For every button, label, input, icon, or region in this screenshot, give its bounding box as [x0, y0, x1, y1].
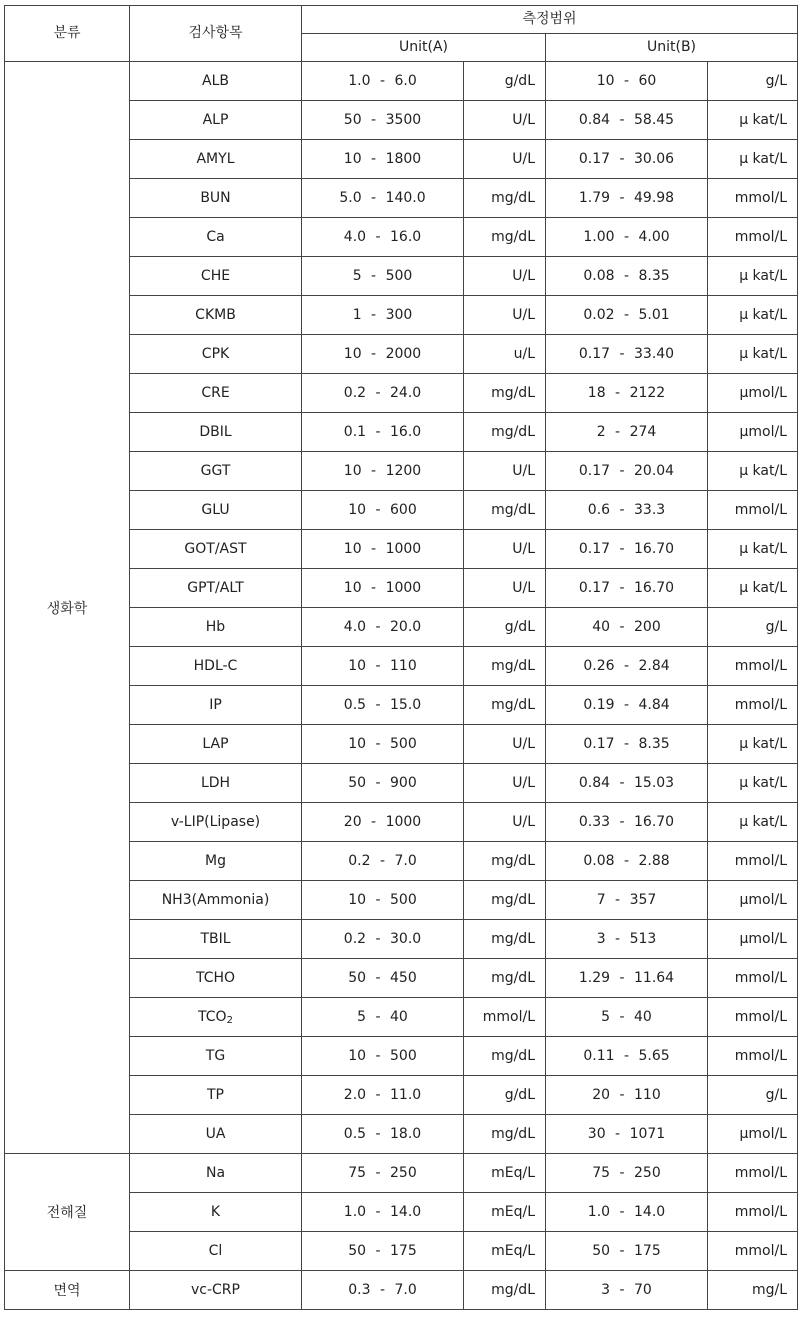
item-name: Cl	[208, 1243, 223, 1259]
range-a-cell: 10 - 500	[302, 725, 464, 764]
item-name: Hb	[205, 619, 226, 635]
range-b-cell: 50 - 175	[546, 1232, 708, 1271]
unit-b-cell: mmol/L	[708, 842, 798, 881]
range-b-cell: 20 - 110	[546, 1076, 708, 1115]
unit-b-cell: μmol/L	[708, 413, 798, 452]
lab-range-table	[4, 5, 798, 1310]
item-name: GOT/AST	[184, 541, 247, 557]
range-a-cell: 1 - 300	[302, 296, 464, 335]
item-name: ALB	[202, 73, 229, 89]
unit-a-cell: U/L	[464, 101, 546, 140]
table-row	[5, 1271, 798, 1310]
unit-a-cell: U/L	[464, 452, 546, 491]
item-name: CKMB	[195, 307, 236, 323]
unit-a-cell: U/L	[464, 296, 546, 335]
item-name: CHE	[200, 268, 231, 284]
range-a-cell: 0.3 - 7.0	[302, 1271, 464, 1310]
category-cell: 생화학	[5, 62, 130, 1154]
range-b-cell: 0.08 - 2.88	[546, 842, 708, 881]
unit-b-cell: μ kat/L	[708, 296, 798, 335]
unit-b-cell: mmol/L	[708, 1154, 798, 1193]
range-b-cell: 0.02 - 5.01	[546, 296, 708, 335]
unit-b-cell: mmol/L	[708, 218, 798, 257]
category-cell: 면역	[5, 1271, 130, 1310]
range-b-cell: 0.17 - 30.06	[546, 140, 708, 179]
unit-b-cell: μ kat/L	[708, 257, 798, 296]
range-b-cell: 0.17 - 8.35	[546, 725, 708, 764]
range-b-cell: 0.26 - 2.84	[546, 647, 708, 686]
item-cell	[130, 1193, 302, 1232]
unit-a-cell: U/L	[464, 764, 546, 803]
range-a-cell: 0.2 - 30.0	[302, 920, 464, 959]
range-b-cell: 0.08 - 8.35	[546, 257, 708, 296]
range-b-cell: 30 - 1071	[546, 1115, 708, 1154]
item-cell	[130, 101, 302, 140]
item-cell	[130, 335, 302, 374]
item-cell	[130, 218, 302, 257]
range-a-cell: 0.2 - 7.0	[302, 842, 464, 881]
range-b-cell: 0.6 - 33.3	[546, 491, 708, 530]
unit-a-cell: mg/dL	[464, 842, 546, 881]
unit-b-cell: μ kat/L	[708, 530, 798, 569]
item-cell	[130, 1232, 302, 1271]
item-name: vc-CRP	[191, 1282, 240, 1298]
range-a-cell: 50 - 3500	[302, 101, 464, 140]
item-name: CRE	[201, 385, 230, 401]
range-b-cell: 2 - 274	[546, 413, 708, 452]
unit-b-cell: mmol/L	[708, 1037, 798, 1076]
range-b-cell: 0.17 - 16.70	[546, 569, 708, 608]
item-name: Na	[205, 1165, 226, 1181]
range-a-cell: 5.0 - 140.0	[302, 179, 464, 218]
unit-b-cell: μmol/L	[708, 1115, 798, 1154]
item-cell	[130, 959, 302, 998]
item-cell	[130, 1154, 302, 1193]
item-name: TG	[205, 1048, 226, 1064]
item-cell	[130, 842, 302, 881]
unit-a-cell: mg/dL	[464, 881, 546, 920]
item-cell	[130, 491, 302, 530]
unit-a-cell: mg/dL	[464, 1271, 546, 1310]
range-a-cell: 5 - 500	[302, 257, 464, 296]
item-cell	[130, 140, 302, 179]
range-b-cell: 3 - 70	[546, 1271, 708, 1310]
range-a-cell: 10 - 1200	[302, 452, 464, 491]
range-b-cell: 5 - 40	[546, 998, 708, 1037]
range-b-cell: 0.17 - 20.04	[546, 452, 708, 491]
range-a-cell: 10 - 110	[302, 647, 464, 686]
unit-b-cell: μ kat/L	[708, 452, 798, 491]
range-a-cell: 50 - 175	[302, 1232, 464, 1271]
item-cell	[130, 179, 302, 218]
table-row	[5, 1154, 798, 1193]
range-b-cell: 1.79 - 49.98	[546, 179, 708, 218]
item-cell	[130, 803, 302, 842]
item-name: GPT/ALT	[187, 580, 244, 596]
unit-b-cell: μ kat/L	[708, 725, 798, 764]
range-b-cell: 0.17 - 33.40	[546, 335, 708, 374]
table-row	[5, 62, 798, 101]
item-name: ALP	[202, 112, 229, 128]
item-cell	[130, 1271, 302, 1310]
unit-a-cell: mg/dL	[464, 491, 546, 530]
item-cell	[130, 608, 302, 647]
unit-b-cell: μ kat/L	[708, 335, 798, 374]
unit-b-cell: μ kat/L	[708, 140, 798, 179]
range-b-cell: 0.17 - 16.70	[546, 530, 708, 569]
range-a-cell: 50 - 450	[302, 959, 464, 998]
unit-a-cell: mg/dL	[464, 647, 546, 686]
item-name: TCHO	[195, 970, 236, 986]
unit-b-cell: μmol/L	[708, 920, 798, 959]
range-b-cell: 0.19 - 4.84	[546, 686, 708, 725]
unit-a-cell: u/L	[464, 335, 546, 374]
unit-b-cell: g/L	[708, 1076, 798, 1115]
range-a-cell: 0.5 - 18.0	[302, 1115, 464, 1154]
item-name: AMYL	[196, 151, 235, 167]
item-cell	[130, 686, 302, 725]
unit-a-cell: g/dL	[464, 608, 546, 647]
item-name: LDH	[200, 775, 231, 791]
item-cell	[130, 257, 302, 296]
header-category: 분류	[5, 6, 130, 62]
range-b-cell: 75 - 250	[546, 1154, 708, 1193]
range-a-cell: 75 - 250	[302, 1154, 464, 1193]
item-name: Mg	[205, 853, 226, 869]
unit-b-cell: mmol/L	[708, 179, 798, 218]
unit-b-cell: μ kat/L	[708, 101, 798, 140]
unit-a-cell: mg/dL	[464, 218, 546, 257]
unit-a-cell: U/L	[464, 530, 546, 569]
range-b-cell: 40 - 200	[546, 608, 708, 647]
item-cell	[130, 998, 302, 1037]
item-name: K	[210, 1204, 221, 1220]
range-a-cell: 1.0 - 6.0	[302, 62, 464, 101]
item-cell	[130, 452, 302, 491]
unit-b-cell: μ kat/L	[708, 764, 798, 803]
range-b-cell: 3 - 513	[546, 920, 708, 959]
range-a-cell: 10 - 500	[302, 881, 464, 920]
range-b-cell: 18 - 2122	[546, 374, 708, 413]
item-name: BUN	[200, 190, 231, 206]
range-a-cell: 0.1 - 16.0	[302, 413, 464, 452]
range-a-cell: 10 - 1000	[302, 530, 464, 569]
range-b-cell: 0.11 - 5.65	[546, 1037, 708, 1076]
item-cell	[130, 764, 302, 803]
header-row-top	[5, 6, 798, 34]
range-a-cell: 0.5 - 15.0	[302, 686, 464, 725]
item-cell	[130, 647, 302, 686]
item-cell	[130, 296, 302, 335]
item-cell	[130, 1115, 302, 1154]
item-name: IP	[209, 697, 222, 713]
unit-a-cell: mg/dL	[464, 413, 546, 452]
unit-a-cell: U/L	[464, 803, 546, 842]
unit-b-cell: g/L	[708, 62, 798, 101]
unit-a-cell: mg/dL	[464, 374, 546, 413]
range-a-cell: 4.0 - 16.0	[302, 218, 464, 257]
range-b-cell: 0.84 - 15.03	[546, 764, 708, 803]
header-unit-b: Unit(B)	[546, 34, 798, 62]
item-cell	[130, 374, 302, 413]
item-name: LAP	[202, 736, 229, 752]
item-name: v-LIP(Lipase)	[170, 814, 261, 830]
item-cell	[130, 530, 302, 569]
item-cell	[130, 62, 302, 101]
unit-a-cell: U/L	[464, 257, 546, 296]
item-name: TCO	[198, 1009, 227, 1025]
unit-a-cell: mmol/L	[464, 998, 546, 1037]
header-range-group: 측정범위	[302, 6, 798, 34]
unit-a-cell: mEq/L	[464, 1154, 546, 1193]
item-cell	[130, 1037, 302, 1076]
item-name: UA	[205, 1126, 226, 1142]
item-name: CPK	[201, 346, 230, 362]
unit-b-cell: μmol/L	[708, 881, 798, 920]
unit-a-cell: mEq/L	[464, 1193, 546, 1232]
category-cell: 전해질	[5, 1154, 130, 1271]
item-cell	[130, 920, 302, 959]
unit-b-cell: g/L	[708, 608, 798, 647]
unit-a-cell: U/L	[464, 140, 546, 179]
unit-b-cell: mmol/L	[708, 998, 798, 1037]
item-cell	[130, 881, 302, 920]
unit-b-cell: mmol/L	[708, 959, 798, 998]
range-b-cell: 1.00 - 4.00	[546, 218, 708, 257]
range-a-cell: 50 - 900	[302, 764, 464, 803]
range-a-cell: 5 - 40	[302, 998, 464, 1037]
item-subscript: 2	[226, 1015, 233, 1026]
unit-b-cell: mmol/L	[708, 491, 798, 530]
range-a-cell: 10 - 1800	[302, 140, 464, 179]
unit-a-cell: mg/dL	[464, 920, 546, 959]
unit-a-cell: mg/dL	[464, 686, 546, 725]
range-b-cell: 10 - 60	[546, 62, 708, 101]
range-b-cell: 0.84 - 58.45	[546, 101, 708, 140]
item-name: Ca	[206, 229, 225, 245]
range-a-cell: 10 - 500	[302, 1037, 464, 1076]
item-name: HDL-C	[193, 658, 238, 674]
item-cell	[130, 1076, 302, 1115]
item-cell	[130, 725, 302, 764]
range-a-cell: 10 - 600	[302, 491, 464, 530]
range-a-cell: 0.2 - 24.0	[302, 374, 464, 413]
unit-b-cell: mmol/L	[708, 1232, 798, 1271]
range-a-cell: 4.0 - 20.0	[302, 608, 464, 647]
range-a-cell: 20 - 1000	[302, 803, 464, 842]
unit-b-cell: mmol/L	[708, 686, 798, 725]
unit-a-cell: mg/dL	[464, 959, 546, 998]
range-b-cell: 0.33 - 16.70	[546, 803, 708, 842]
range-a-cell: 10 - 1000	[302, 569, 464, 608]
unit-b-cell: mmol/L	[708, 1193, 798, 1232]
unit-a-cell: mg/dL	[464, 179, 546, 218]
unit-a-cell: U/L	[464, 569, 546, 608]
unit-b-cell: mmol/L	[708, 647, 798, 686]
unit-a-cell: mg/dL	[464, 1115, 546, 1154]
item-name: TP	[207, 1087, 224, 1103]
item-name: GGT	[200, 463, 231, 479]
range-a-cell: 1.0 - 14.0	[302, 1193, 464, 1232]
unit-b-cell: μ kat/L	[708, 569, 798, 608]
header-unit-a: Unit(A)	[302, 34, 546, 62]
item-name: TBIL	[200, 931, 231, 947]
range-b-cell: 1.0 - 14.0	[546, 1193, 708, 1232]
unit-a-cell: U/L	[464, 725, 546, 764]
range-a-cell: 2.0 - 11.0	[302, 1076, 464, 1115]
item-name: NH3(Ammonia)	[161, 892, 270, 908]
unit-a-cell: mg/dL	[464, 1037, 546, 1076]
unit-b-cell: mg/L	[708, 1271, 798, 1310]
unit-a-cell: mEq/L	[464, 1232, 546, 1271]
unit-a-cell: g/dL	[464, 62, 546, 101]
range-a-cell: 10 - 2000	[302, 335, 464, 374]
unit-a-cell: g/dL	[464, 1076, 546, 1115]
unit-b-cell: μmol/L	[708, 374, 798, 413]
unit-b-cell: μ kat/L	[708, 803, 798, 842]
item-cell	[130, 413, 302, 452]
item-cell	[130, 569, 302, 608]
range-b-cell: 7 - 357	[546, 881, 708, 920]
item-name: GLU	[201, 502, 230, 518]
item-name: DBIL	[199, 424, 232, 440]
range-b-cell: 1.29 - 11.64	[546, 959, 708, 998]
header-item: 검사항목	[130, 6, 302, 62]
